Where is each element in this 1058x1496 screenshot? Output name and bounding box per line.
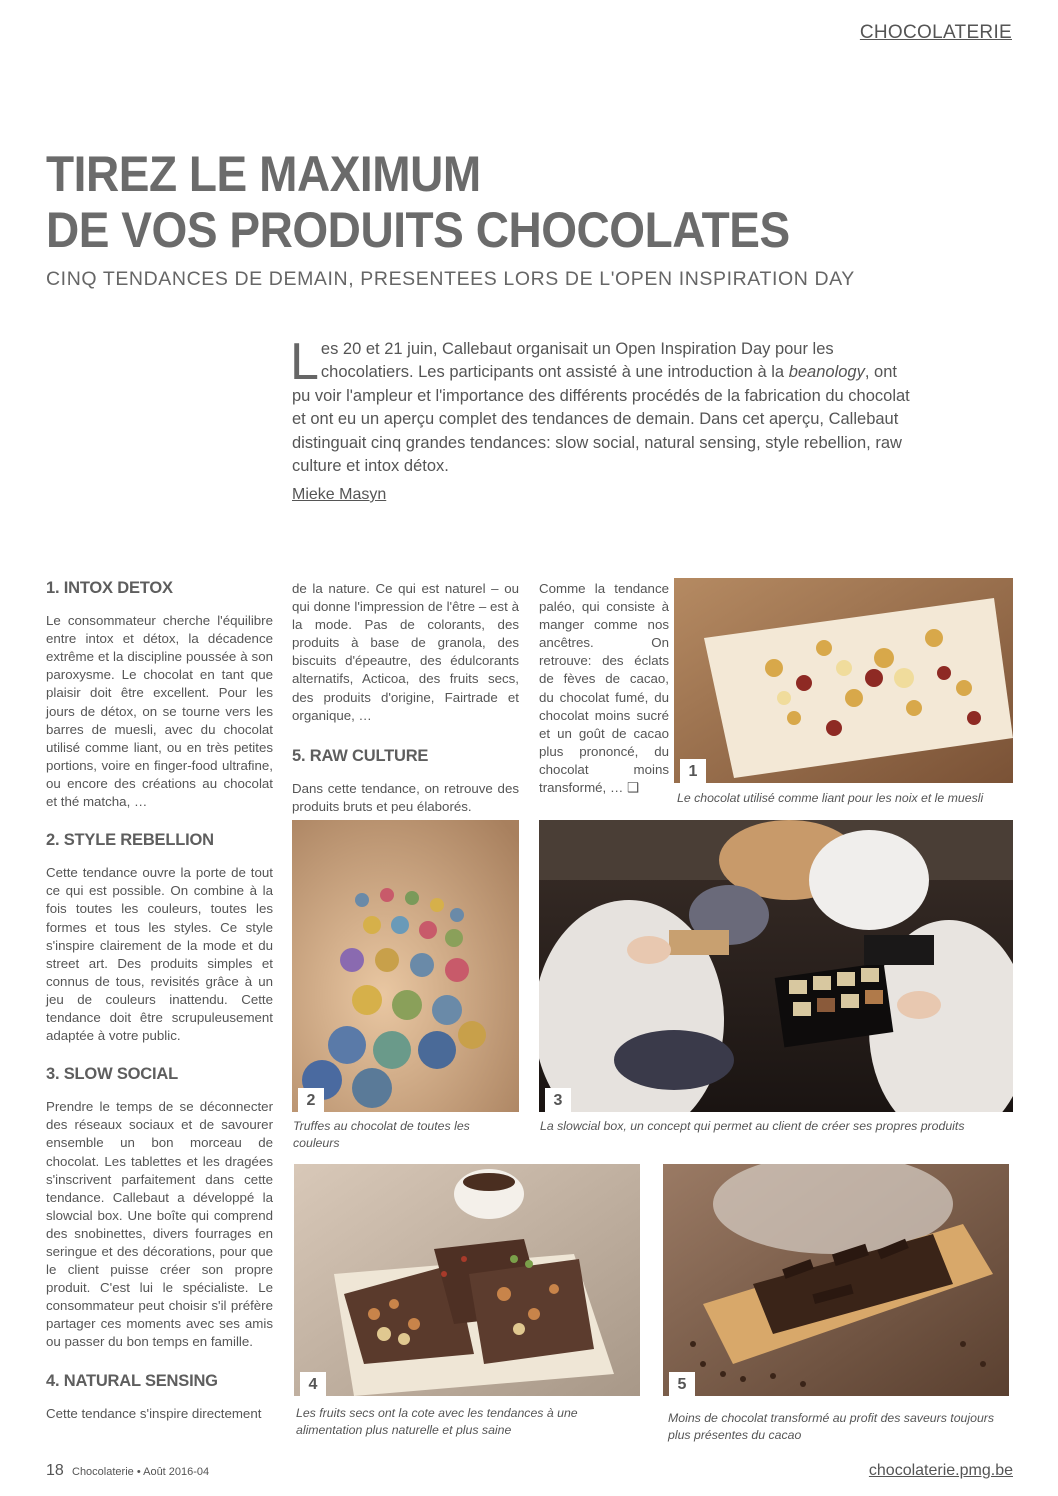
article-title [46,146,874,258]
section-heading-style-rebellion: 2. STYLE REBELLION [46,831,214,850]
section-heading-slow-social: 3. SLOW SOCIAL [46,1065,178,1084]
photo-caption-3: La slowcial box, un concept qui permet au client de créer ses propres produits [540,1119,965,1133]
photo-caption-2: Truffes au chocolat de toutes les couleurs [293,1119,470,1150]
magazine-issue: Chocolaterie • Août 2016-04 [72,1466,210,1478]
intro-paragraph [290,333,914,478]
section-text-intox-detox: Le consommateur cherche l'équilibre entre intox et détox, la décadence extrême et la discipline poussée à son paroxysme. Le chocolat en tant que plaisir doit être excellent. Pour les jours de détox, on se tourne vers les barres de muesli, avec du chocolat utilisé comme liant, ou en très petites portions, voire en finger-food ultrafine, ou encore des créations au chocolat et thé matcha, … [46,613,273,810]
end-mark-icon: ❑ [626,780,639,796]
intro-text-2: , ont pu voir l'ampleur et l'importance des différents procédés de la fabrication du chocolat et ont eu un aperçu complet des tendances de demain. Dans cet aperçu, Callebaut distinguait cinq grandes tendances: slow social, natural sensing, style rebellion, raw culture et intox détox. [292,363,910,476]
section-text-style-rebellion: Cette tendance ouvre la porte de tout ce qui est possible. On combine à la fois toutes les couleurs, toutes les formes et tous les styles. Ce style s'inspire clairement de la mode et du street art. Des produits simples et connus de tous, revisités grâce à un jeu de couleurs inattendu. Cette tendance doit être scrupuleusement adaptée à votre public. [46,865,273,1044]
section-heading-intox-detox: 1. INTOX DETOX [46,579,173,597]
section-text-raw-culture-cont: Comme la tendance paléo, qui consiste à manger comme nos ancêtres. On retrouve: des éclats de fèves de cacao, du chocolat fumé, du chocolat moins sucré et un goût de cacao plus prononcé, du chocolat moins transformé, … ❑ [539,581,669,796]
title-line-1: TIREZ LE MAXIMUM [46,146,481,202]
photo-number-4: 4 [300,1372,326,1396]
author-byline: Mieke Masyn [292,486,387,503]
drop-cap: L [290,333,319,391]
section-tag: CHOCOLATERIE [859,22,1012,43]
photo-number-3: 3 [545,1088,571,1112]
section-text-natural-sensing-cont: de la nature. Ce qui est naturel – ou qui donne l'impression de l'être – est à la mode. Pas de colorants, des produits à base de granola, des biscuits d'épeautre, des édulcorants alternatifs, Acticoa, des fruits secs, des produits d'origine, Fairtrade et organique, … [292,581,519,723]
photo-number-2: 2 [298,1088,324,1112]
photo-caption-1: Le chocolat utilisé comme liant pour les noix et le muesli [677,791,984,805]
section-text-raw-culture: Dans cette tendance, on retrouve des produits bruts et peu élaborés. [292,780,519,814]
column-3 [539,580,669,817]
section-text-natural-sensing: Cette tendance s'inspire directement [46,1405,262,1421]
website-link[interactable]: chocolaterie.pmg.be [868,1462,1013,1479]
photo-caption-5: Moins de chocolat transformé au profit des saveurs toujours plus présentes du cacao [668,1411,995,1442]
photo-5-raw-cacao [663,1164,1009,1396]
intro-emphasis: beanology [788,363,865,382]
photo-number-5: 5 [669,1372,695,1396]
column-1 [46,579,273,1443]
page-number: 18 [46,1462,64,1479]
article-subtitle: CINQ TENDANCES DE DEMAIN, PRESENTEES LORS DE L'OPEN INSPIRATION DAY [46,268,855,290]
photo-1-muesli-bar [674,578,1013,783]
intro-text-1: es 20 et 21 juin, Callebaut organisait un Open Inspiration Day pour les chocolatiers. Les participants ont assisté à une introduction à la [320,340,834,382]
section-text-slow-social: Prendre le temps de se déconnecter des réseaux sociaux et de savourer ensemble un bon morceau de chocolat. Les tablettes et les dragées s'inscrivent parfaitement dans cette tendance. Callebaut a développé la slowcial box. Une boîte qui comprend des snobinettes, divers fourrages en seringue et des décorations, pour que le client puisse créer son propre produit. C'est lui le spécialiste. Le consommateur peut choisir s'il préfère partager ces moments avec ses amis ou passer du bon temps en famille. [46,1099,273,1350]
photo-4-dried-fruit-chocolate [294,1164,640,1396]
photo-caption-4: Les fruits secs ont la cote avec les tendances à une alimentation plus naturelle et plus saine [296,1406,578,1437]
title-line-2: DE VOS PRODUITS CHOCOLATES [46,202,790,258]
photo-3-slowcial-box [539,820,1013,1112]
column-2 [292,580,519,836]
section-heading-raw-culture: 5. RAW CULTURE [292,746,429,765]
photo-2-truffles [292,820,519,1112]
photo-number-1: 1 [680,759,706,783]
section-heading-natural-sensing: 4. NATURAL SENSING [46,1371,218,1390]
